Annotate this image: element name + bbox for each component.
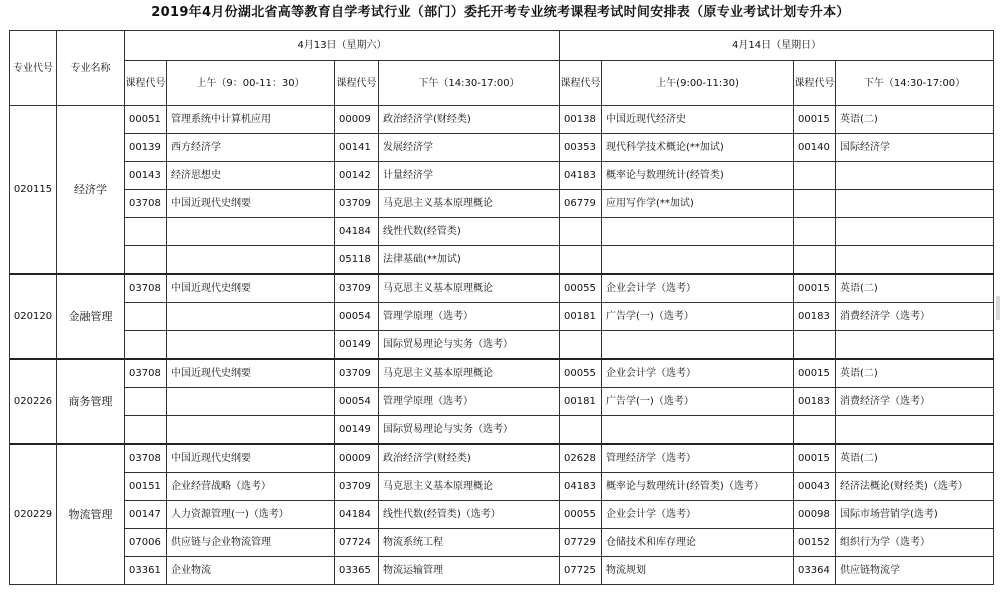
course-code: 03365 bbox=[335, 557, 379, 585]
course-name: 法律基础(**加试) bbox=[379, 246, 560, 275]
course-code: 00181 bbox=[560, 303, 602, 331]
header-course-code: 课程代号 bbox=[560, 61, 602, 106]
course-name: 管理经济学（选考） bbox=[602, 444, 794, 473]
course-name: 中国近现代经济史 bbox=[602, 106, 794, 134]
course-name: 物流运输管理 bbox=[379, 557, 560, 585]
course-name: 组织行为学（选考） bbox=[836, 529, 994, 557]
course-name: 线性代数(经管类) bbox=[379, 218, 560, 246]
course-code: 03708 bbox=[125, 359, 167, 388]
course-code: 00055 bbox=[560, 501, 602, 529]
course-code: 03709 bbox=[335, 274, 379, 303]
course-code: 00138 bbox=[560, 106, 602, 134]
header-pm1: 下午（14:30-17:00） bbox=[379, 61, 560, 106]
header-course-code: 课程代号 bbox=[335, 61, 379, 106]
course-name: 企业经营战略（选考） bbox=[167, 473, 335, 501]
course-code: 00015 bbox=[794, 274, 836, 303]
course-name: 管理学原理（选考） bbox=[379, 303, 560, 331]
course-name: 计量经济学 bbox=[379, 162, 560, 190]
course-code: 07724 bbox=[335, 529, 379, 557]
course-name: 企业会计学（选考） bbox=[602, 274, 794, 303]
course-name: 英语(二) bbox=[836, 359, 994, 388]
course-name: 中国近现代史纲要 bbox=[167, 444, 335, 473]
table-row bbox=[10, 529, 994, 557]
table-row bbox=[10, 359, 994, 388]
course-name: 马克思主义基本原理概论 bbox=[379, 274, 560, 303]
course-name bbox=[836, 218, 994, 246]
header-am1: 上午（9：00-11：30） bbox=[167, 61, 335, 106]
course-code: 05118 bbox=[335, 246, 379, 275]
course-name: 中国近现代史纲要 bbox=[167, 359, 335, 388]
course-name bbox=[836, 331, 994, 360]
course-code: 00152 bbox=[794, 529, 836, 557]
course-name bbox=[602, 218, 794, 246]
header-pm2: 下午（14:30-17:00） bbox=[836, 61, 994, 106]
course-code: 00009 bbox=[335, 106, 379, 134]
course-name bbox=[602, 331, 794, 360]
course-code bbox=[794, 162, 836, 190]
course-code: 04183 bbox=[560, 162, 602, 190]
table-row bbox=[10, 190, 994, 218]
course-code: 03364 bbox=[794, 557, 836, 585]
header-day2: 4月14日（星期日） bbox=[560, 31, 994, 61]
course-name: 国际经济学 bbox=[836, 134, 994, 162]
course-code: 00051 bbox=[125, 106, 167, 134]
course-code: 04184 bbox=[335, 218, 379, 246]
course-name: 人力资源管理(一)（选考） bbox=[167, 501, 335, 529]
course-name: 广告学(一)（选考） bbox=[602, 303, 794, 331]
scrollbar-handle[interactable] bbox=[996, 296, 1000, 320]
course-name: 消费经济学（选考） bbox=[836, 303, 994, 331]
table-row bbox=[10, 331, 994, 360]
course-code bbox=[560, 246, 602, 275]
header-course-code: 课程代号 bbox=[125, 61, 167, 106]
table-row bbox=[10, 444, 994, 473]
course-name: 概率论与数理统计(经管类) bbox=[602, 162, 794, 190]
course-code bbox=[794, 331, 836, 360]
course-name: 消费经济学（选考） bbox=[836, 388, 994, 416]
course-code: 00055 bbox=[560, 274, 602, 303]
course-code: 00149 bbox=[335, 331, 379, 360]
header-major-code: 专业代号 bbox=[10, 31, 57, 106]
course-code: 00140 bbox=[794, 134, 836, 162]
course-name bbox=[167, 246, 335, 275]
course-code: 03708 bbox=[125, 274, 167, 303]
table-row bbox=[10, 246, 994, 275]
major-code: 020120 bbox=[10, 274, 57, 359]
course-code: 00009 bbox=[335, 444, 379, 473]
course-name bbox=[836, 246, 994, 275]
course-name: 物流系统工程 bbox=[379, 529, 560, 557]
course-name: 国际贸易理论与实务（选考） bbox=[379, 416, 560, 445]
course-code bbox=[125, 303, 167, 331]
course-code: 03709 bbox=[335, 190, 379, 218]
major-code: 020115 bbox=[10, 106, 57, 275]
table-row bbox=[10, 218, 994, 246]
course-name: 广告学(一)（选考） bbox=[602, 388, 794, 416]
course-code: 00098 bbox=[794, 501, 836, 529]
course-name: 管理学原理（选考） bbox=[379, 388, 560, 416]
exam-schedule-table bbox=[9, 30, 994, 585]
course-name: 发展经济学 bbox=[379, 134, 560, 162]
course-name: 英语(二) bbox=[836, 106, 994, 134]
course-code: 00015 bbox=[794, 444, 836, 473]
course-code: 00149 bbox=[335, 416, 379, 445]
major-name: 商务管理 bbox=[57, 359, 125, 444]
course-code: 00183 bbox=[794, 303, 836, 331]
course-code: 00151 bbox=[125, 473, 167, 501]
course-name bbox=[836, 190, 994, 218]
course-name bbox=[167, 218, 335, 246]
table-row bbox=[10, 106, 994, 134]
table-row bbox=[10, 388, 994, 416]
course-code: 00142 bbox=[335, 162, 379, 190]
course-code: 04183 bbox=[560, 473, 602, 501]
course-code: 07729 bbox=[560, 529, 602, 557]
course-name: 供应链物流学 bbox=[836, 557, 994, 585]
course-name: 供应链与企业物流管理 bbox=[167, 529, 335, 557]
table-row bbox=[10, 134, 994, 162]
course-name bbox=[836, 162, 994, 190]
course-name: 企业物流 bbox=[167, 557, 335, 585]
course-name bbox=[167, 388, 335, 416]
table-row bbox=[10, 501, 994, 529]
course-code: 00054 bbox=[335, 388, 379, 416]
course-code: 03361 bbox=[125, 557, 167, 585]
header-day1: 4月13日（星期六） bbox=[125, 31, 560, 61]
table-row bbox=[10, 416, 994, 445]
course-code: 00141 bbox=[335, 134, 379, 162]
course-code: 03709 bbox=[335, 473, 379, 501]
course-code bbox=[560, 218, 602, 246]
course-code: 07006 bbox=[125, 529, 167, 557]
header-row-dates bbox=[10, 31, 994, 61]
major-name: 金融管理 bbox=[57, 274, 125, 359]
table-row bbox=[10, 473, 994, 501]
course-code: 07725 bbox=[560, 557, 602, 585]
course-name: 线性代数(经管类)（选考） bbox=[379, 501, 560, 529]
course-code: 03709 bbox=[335, 359, 379, 388]
course-code bbox=[125, 246, 167, 275]
course-code: 04184 bbox=[335, 501, 379, 529]
table-row bbox=[10, 162, 994, 190]
course-name: 政治经济学(财经类) bbox=[379, 106, 560, 134]
course-code bbox=[125, 388, 167, 416]
header-course-code: 课程代号 bbox=[794, 61, 836, 106]
course-code: 00015 bbox=[794, 359, 836, 388]
course-name: 中国近现代史纲要 bbox=[167, 274, 335, 303]
page-title: 2019年4月份湖北省高等教育自学考试行业（部门）委托开考专业统考课程考试时间安排表（原专业考试计划专升本） bbox=[151, 5, 850, 20]
course-code: 00043 bbox=[794, 473, 836, 501]
course-code: 00147 bbox=[125, 501, 167, 529]
course-name: 英语(二) bbox=[836, 274, 994, 303]
course-name: 国际贸易理论与实务（选考） bbox=[379, 331, 560, 360]
course-code: 00143 bbox=[125, 162, 167, 190]
course-name: 管理系统中计算机应用 bbox=[167, 106, 335, 134]
course-name: 政治经济学(财经类) bbox=[379, 444, 560, 473]
course-code bbox=[794, 190, 836, 218]
course-name: 物流规划 bbox=[602, 557, 794, 585]
course-code: 00353 bbox=[560, 134, 602, 162]
course-name: 应用写作学(**加试) bbox=[602, 190, 794, 218]
course-name bbox=[167, 303, 335, 331]
header-major-name: 专业名称 bbox=[57, 31, 125, 106]
table-row bbox=[10, 274, 994, 303]
course-name bbox=[602, 246, 794, 275]
course-name bbox=[167, 331, 335, 360]
course-name: 国际市场营销学(选考) bbox=[836, 501, 994, 529]
course-name bbox=[602, 416, 794, 445]
header-row-sessions bbox=[10, 61, 994, 106]
course-name: 西方经济学 bbox=[167, 134, 335, 162]
course-code bbox=[125, 331, 167, 360]
course-name: 企业会计学（选考） bbox=[602, 359, 794, 388]
course-code bbox=[560, 416, 602, 445]
course-code bbox=[794, 246, 836, 275]
course-code: 00139 bbox=[125, 134, 167, 162]
course-name: 概率论与数理统计(经管类)（选考） bbox=[602, 473, 794, 501]
header-am2: 上午(9:00-11:30) bbox=[602, 61, 794, 106]
course-code: 06779 bbox=[560, 190, 602, 218]
course-name: 中国近现代史纲要 bbox=[167, 190, 335, 218]
course-code bbox=[560, 331, 602, 360]
course-name bbox=[836, 416, 994, 445]
course-code: 02628 bbox=[560, 444, 602, 473]
course-code: 00055 bbox=[560, 359, 602, 388]
course-name: 英语(二) bbox=[836, 444, 994, 473]
table-row bbox=[10, 557, 994, 585]
course-code: 00054 bbox=[335, 303, 379, 331]
course-code: 03708 bbox=[125, 190, 167, 218]
course-code bbox=[794, 218, 836, 246]
course-name: 经济思想史 bbox=[167, 162, 335, 190]
course-name: 马克思主义基本原理概论 bbox=[379, 359, 560, 388]
major-name: 物流管理 bbox=[57, 444, 125, 585]
course-code: 00181 bbox=[560, 388, 602, 416]
table-row bbox=[10, 303, 994, 331]
course-name: 马克思主义基本原理概论 bbox=[379, 473, 560, 501]
major-code: 020226 bbox=[10, 359, 57, 444]
course-code: 00015 bbox=[794, 106, 836, 134]
major-name: 经济学 bbox=[57, 106, 125, 275]
course-name: 企业会计学（选考） bbox=[602, 501, 794, 529]
course-code bbox=[794, 416, 836, 445]
course-code bbox=[125, 218, 167, 246]
course-name: 现代科学技术概论(**加试) bbox=[602, 134, 794, 162]
course-code: 00183 bbox=[794, 388, 836, 416]
course-code: 03708 bbox=[125, 444, 167, 473]
major-code: 020229 bbox=[10, 444, 57, 585]
course-name: 马克思主义基本原理概论 bbox=[379, 190, 560, 218]
course-name: 经济法概论(财经类)（选考） bbox=[836, 473, 994, 501]
course-code bbox=[125, 416, 167, 445]
course-name: 仓储技术和库存理论 bbox=[602, 529, 794, 557]
course-name bbox=[167, 416, 335, 445]
